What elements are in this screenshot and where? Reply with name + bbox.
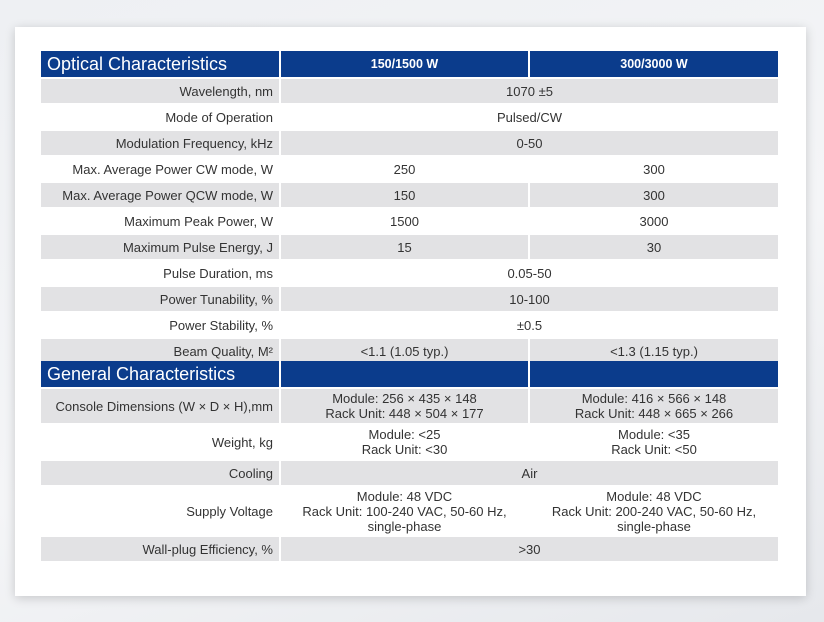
- spec-row: [41, 486, 778, 536]
- general-col-1: [280, 361, 529, 388]
- spec-value-col2: <1.3 (1.15 typ.): [529, 338, 778, 363]
- spec-label: Max. Average Power QCW mode, W: [41, 182, 280, 208]
- general-characteristics-table: [41, 361, 778, 561]
- spec-value-col2-line: Module: 48 VDC: [606, 488, 702, 504]
- spec-value-shared: ±0.5: [280, 312, 778, 338]
- spec-value-col1: 1500: [280, 208, 529, 234]
- general-col-2: [529, 361, 778, 388]
- spec-label: Power Tunability, %: [41, 286, 280, 312]
- spec-value-col1: [280, 388, 529, 424]
- spec-label: Max. Average Power CW mode, W: [41, 156, 280, 182]
- spec-row: [41, 424, 778, 460]
- spec-row: [41, 182, 778, 208]
- spec-label: Modulation Frequency, kHz: [41, 130, 280, 156]
- spec-label: Beam Quality, M²: [41, 338, 280, 363]
- spec-label: Maximum Peak Power, W: [41, 208, 280, 234]
- spec-row: [41, 260, 778, 286]
- spec-value-col2-line: Rack Unit: <50: [611, 442, 697, 457]
- general-header-row: [41, 361, 778, 388]
- spec-label: Weight, kg: [41, 424, 280, 460]
- spec-row: [41, 338, 778, 363]
- spec-value-col1: 15: [280, 234, 529, 260]
- spec-value-col1: [280, 424, 529, 460]
- spec-value-col1-line: Module: <25: [368, 427, 441, 442]
- spec-value-col1-line: Rack Unit: <30: [361, 442, 448, 457]
- spec-value-col2: 30: [529, 234, 778, 260]
- spec-value-col2: 300: [529, 182, 778, 208]
- optical-header-row: [41, 51, 778, 78]
- spec-value-shared: Air: [280, 460, 778, 486]
- spec-value-col2-line: Rack Unit: 200-240 VAC, 50-60 Hz,: [551, 503, 757, 519]
- spec-row: [41, 208, 778, 234]
- spec-row: [41, 78, 778, 104]
- spec-label: Mode of Operation: [41, 104, 280, 130]
- spec-value-col2: [529, 424, 778, 460]
- general-section-title: General Characteristics: [41, 361, 280, 388]
- spec-label: Supply Voltage: [41, 486, 280, 536]
- spec-label: Console Dimensions (W × D × H),mm: [41, 388, 280, 424]
- spec-value-shared: 0-50: [280, 130, 778, 156]
- spec-row: [41, 388, 778, 424]
- spec-value-shared: 1070 ±5: [280, 78, 778, 104]
- spec-value-col2: 300: [529, 156, 778, 182]
- spec-row: [41, 104, 778, 130]
- optical-col-300-3000: 300/3000 W: [529, 51, 778, 78]
- spec-value-col2: [529, 486, 778, 536]
- spec-value-col2: 3000: [529, 208, 778, 234]
- spec-value-shared: Pulsed/CW: [280, 104, 778, 130]
- spec-value-col2-line: single-phase: [617, 518, 691, 534]
- optical-col-150-1500: 150/1500 W: [280, 51, 529, 78]
- spec-value-col1: 250: [280, 156, 529, 182]
- spec-value-shared: >30: [280, 536, 778, 561]
- spec-value-col1-line: Rack Unit: 100-240 VAC, 50-60 Hz,: [302, 503, 507, 519]
- spec-value-shared: 10-100: [280, 286, 778, 312]
- spec-value-col2: [529, 388, 778, 424]
- spec-label: Wavelength, nm: [41, 78, 280, 104]
- spec-value-col1-line: Rack Unit: 448 × 504 × 177: [325, 406, 484, 421]
- spec-value-col1-line: single-phase: [367, 518, 442, 534]
- spec-row: [41, 286, 778, 312]
- spec-row: [41, 156, 778, 182]
- optical-section-title: Optical Characteristics: [41, 51, 280, 78]
- spec-label: Maximum Pulse Energy, J: [41, 234, 280, 260]
- spec-label: Wall-plug Efficiency, %: [41, 536, 280, 561]
- spec-value-col2-line: Module: 416 × 566 × 148: [581, 391, 727, 406]
- spec-label: Power Stability, %: [41, 312, 280, 338]
- spec-label: Cooling: [41, 460, 280, 486]
- spec-value-col1: <1.1 (1.05 typ.): [280, 338, 529, 363]
- spec-value-col1: [280, 486, 529, 536]
- spec-row: [41, 234, 778, 260]
- spec-value-col1-line: Module: 256 × 435 × 148: [332, 391, 477, 406]
- spec-value-col2-line: Module: <35: [618, 427, 690, 442]
- spec-row: [41, 536, 778, 561]
- spec-value-shared: 0.05-50: [280, 260, 778, 286]
- spec-row: [41, 312, 778, 338]
- spec-value-col1-line: Module: 48 VDC: [356, 488, 453, 504]
- spec-value-col2-line: Rack Unit: 448 × 665 × 266: [574, 406, 734, 421]
- spec-label: Pulse Duration, ms: [41, 260, 280, 286]
- spec-row: [41, 460, 778, 486]
- spec-row: [41, 130, 778, 156]
- optical-characteristics-table: [41, 51, 778, 363]
- spec-value-col1: 150: [280, 182, 529, 208]
